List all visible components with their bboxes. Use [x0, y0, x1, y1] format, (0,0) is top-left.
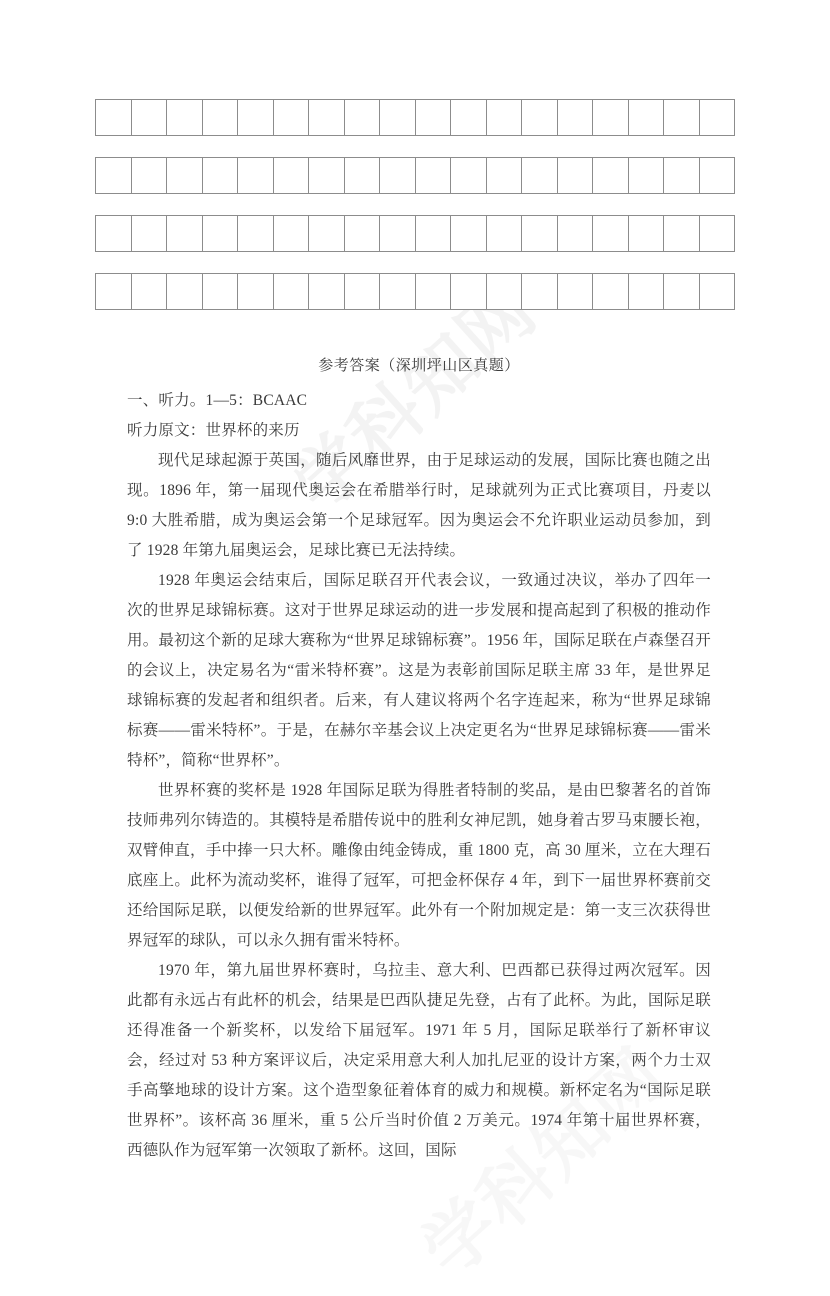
body-paragraph: 1970 年，第九届世界杯赛时，乌拉圭、意大利、巴西都已获得过两次冠军。因此都有永远占有此杯的机会，结果是巴西队捷足先登，占有了此杯。为此，国际足联还得准备一个新奖杯，以发给下届冠军。1971 年 5 月，国际足联举行了新杯审议会，经过对 53 种方案评议后，决定采用意大利人加扎尼亚的设计方案，两个力士双手高擎地球的设计方案。这个造型象征着体育的威力和规模。新杯定名为“国际足联世界杯”。该杯高 36 厘米，重 5 公斤当时价值 2 万美元。1974 年第十届世界杯赛，西德队作为冠军第一次领取了新杯。这回，国际: [127, 962, 711, 1159]
answer-grid-cell[interactable]: [629, 100, 665, 135]
answer-grid-cell[interactable]: [274, 274, 310, 309]
answer-grid-cell[interactable]: [309, 158, 345, 193]
answer-grid-row[interactable]: [95, 157, 735, 194]
answer-grid-cell[interactable]: [664, 216, 700, 251]
answer-grid-cell[interactable]: [345, 216, 381, 251]
answer-grid-cell[interactable]: [487, 158, 523, 193]
answer-grid-cell[interactable]: [380, 100, 416, 135]
answer-grid-cell[interactable]: [167, 158, 203, 193]
answer-grid-cell[interactable]: [416, 274, 452, 309]
answer-grid-cell[interactable]: [522, 216, 558, 251]
answer-grid-cell[interactable]: [487, 274, 523, 309]
answer-grid-cell[interactable]: [558, 216, 594, 251]
answer-grid-cell[interactable]: [309, 274, 345, 309]
answer-grid-cell[interactable]: [380, 274, 416, 309]
answer-grid-cell[interactable]: [416, 158, 452, 193]
answer-grid-cell[interactable]: [487, 216, 523, 251]
answer-grid-cell[interactable]: [700, 158, 736, 193]
answer-grid-cell[interactable]: [203, 274, 239, 309]
answer-grid-cell[interactable]: [132, 158, 168, 193]
answer-grid-cell[interactable]: [664, 274, 700, 309]
answer-grid-cell[interactable]: [309, 216, 345, 251]
answer-grid-cell[interactable]: [451, 274, 487, 309]
answer-grid-row[interactable]: [95, 273, 735, 310]
answer-grid-cell[interactable]: [700, 274, 736, 309]
answer-grid-cell[interactable]: [345, 158, 381, 193]
answer-grid-cell[interactable]: [96, 274, 132, 309]
answer-grid: [95, 99, 735, 331]
answer-grid-cell[interactable]: [167, 274, 203, 309]
answer-grid-cell[interactable]: [132, 216, 168, 251]
answer-grid-cell[interactable]: [700, 100, 736, 135]
answer-grid-cell[interactable]: [309, 100, 345, 135]
listening-answers-line: 一、听力。1—5：BCAAC: [127, 392, 308, 409]
answer-grid-cell[interactable]: [274, 158, 310, 193]
answer-grid-cell[interactable]: [487, 100, 523, 135]
answer-grid-cell[interactable]: [558, 100, 594, 135]
answer-grid-cell[interactable]: [203, 216, 239, 251]
answer-grid-cell[interactable]: [203, 100, 239, 135]
answer-grid-cell[interactable]: [700, 216, 736, 251]
answer-grid-cell[interactable]: [664, 158, 700, 193]
answer-grid-cell[interactable]: [132, 100, 168, 135]
answer-grid-cell[interactable]: [416, 216, 452, 251]
answer-grid-cell[interactable]: [629, 216, 665, 251]
answer-grid-cell[interactable]: [203, 158, 239, 193]
answer-grid-row[interactable]: [95, 99, 735, 136]
answer-grid-cell[interactable]: [345, 274, 381, 309]
body-paragraph: 现代足球起源于英国，随后风靡世界，由于足球运动的发展，国际比赛也随之出现。1896 年，第一届现代奥运会在希腊举行时，足球就列为正式比赛项目，丹麦以 9:0 大胜希腊，成为奥运会第一个足球冠军。因为奥运会不允许职业运动员参加，到了 1928 年第九届奥运会，足球比赛已无法持续。: [127, 452, 711, 559]
answer-grid-cell[interactable]: [664, 100, 700, 135]
answer-grid-cell[interactable]: [593, 274, 629, 309]
answer-grid-cell[interactable]: [345, 100, 381, 135]
answer-grid-cell[interactable]: [522, 274, 558, 309]
answer-grid-cell[interactable]: [167, 216, 203, 251]
answer-grid-cell[interactable]: [593, 158, 629, 193]
answer-grid-cell[interactable]: [593, 100, 629, 135]
answer-grid-cell[interactable]: [558, 158, 594, 193]
answer-grid-cell[interactable]: [451, 100, 487, 135]
body-paragraph: 世界杯赛的奖杯是 1928 年国际足联为得胜者特制的奖品，是由巴黎著名的首饰技师弗列尔铸造的。其模特是希腊传说中的胜利女神尼凯，她身着古罗马束腰长袍，双臂伸直，手中捧一只大杯。雕像由纯金铸成，重 1800 克，高 30 厘米，立在大理石底座上。此杯为流动奖杯，谁得了冠军，可把金杯保存 4 年，到下一届世界杯赛前交还给国际足联，以便发给新的世界冠军。此外有一个附加规定是：第一支三次获得世界冠军的球队，可以永久拥有雷米特杯。: [127, 782, 711, 949]
answer-grid-cell[interactable]: [132, 274, 168, 309]
answer-grid-cell[interactable]: [238, 100, 274, 135]
answer-grid-cell[interactable]: [96, 216, 132, 251]
answer-grid-cell[interactable]: [380, 158, 416, 193]
answer-grid-cell[interactable]: [238, 158, 274, 193]
document-body: [127, 352, 711, 1166]
listening-script-heading: 听力原文：世界杯的来历: [127, 422, 300, 439]
answer-grid-cell[interactable]: [167, 100, 203, 135]
answer-grid-cell[interactable]: [96, 158, 132, 193]
answer-grid-cell[interactable]: [593, 216, 629, 251]
answer-grid-cell[interactable]: [96, 100, 132, 135]
answer-grid-cell[interactable]: [451, 158, 487, 193]
answer-grid-cell[interactable]: [416, 100, 452, 135]
page-title: 参考答案（深圳坪山区真题）: [318, 358, 520, 374]
answer-grid-cell[interactable]: [238, 274, 274, 309]
answer-grid-row[interactable]: [95, 215, 735, 252]
answer-grid-cell[interactable]: [274, 216, 310, 251]
answer-grid-cell[interactable]: [522, 100, 558, 135]
answer-grid-cell[interactable]: [274, 100, 310, 135]
answer-grid-cell[interactable]: [522, 158, 558, 193]
answer-grid-cell[interactable]: [451, 216, 487, 251]
body-paragraph: 1928 年奥运会结束后，国际足联召开代表会议，一致通过决议，举办了四年一次的世界足球锦标赛。这对于世界足球运动的进一步发展和提高起到了积极的推动作用。最初这个新的足球大赛称为“世界足球锦标赛”。1956 年，国际足联在卢森堡召开的会议上，决定易名为“雷米特杯赛”。这是为表彰前国际足联主席 33 年，是世界足球锦标赛的发起者和组织者。后来，有人建议将两个名字连起来，称为“世界足球锦标赛——雷米特杯”。于是，在赫尔辛基会议上决定更名为“世界足球锦标赛——雷米特杯”，简称“世界杯”。: [127, 572, 711, 769]
answer-grid-cell[interactable]: [629, 158, 665, 193]
answer-grid-cell[interactable]: [238, 216, 274, 251]
answer-grid-cell[interactable]: [380, 216, 416, 251]
answer-grid-cell[interactable]: [558, 274, 594, 309]
answer-grid-cell[interactable]: [629, 274, 665, 309]
